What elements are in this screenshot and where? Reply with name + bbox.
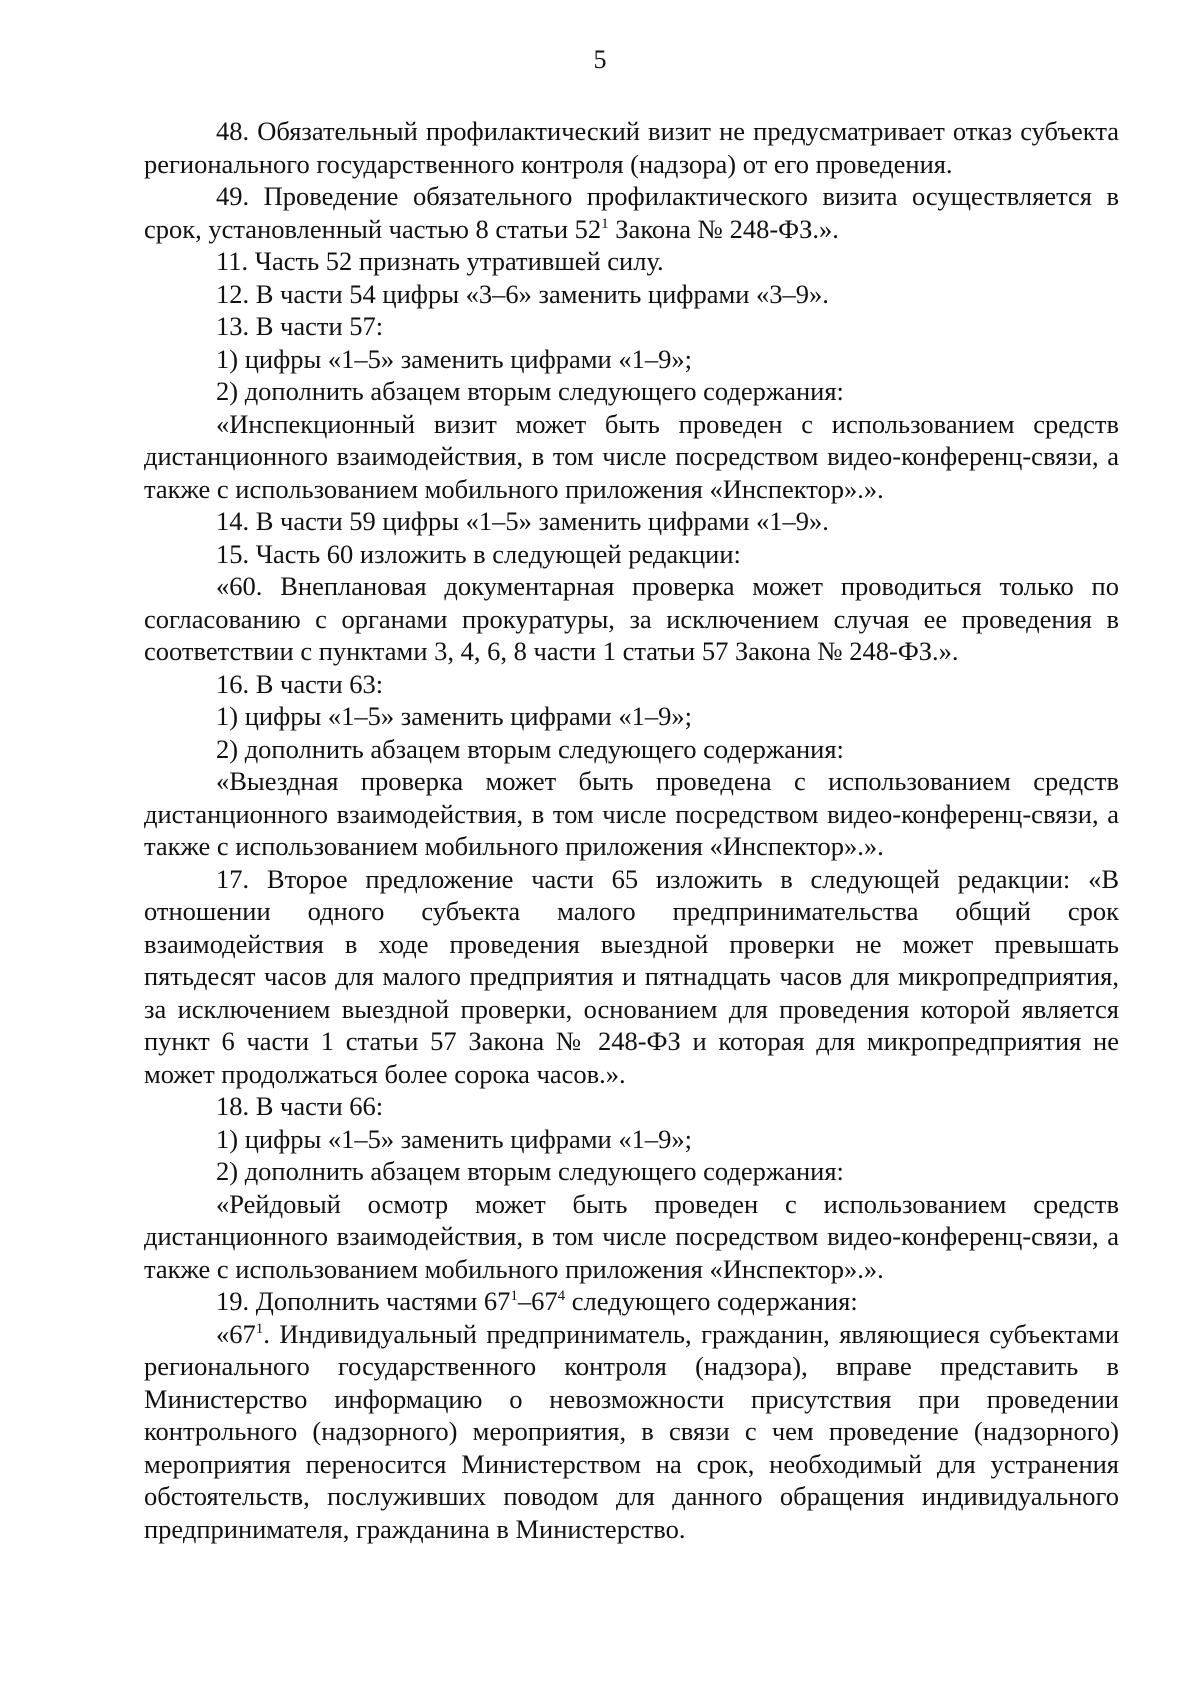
paragraph-12: 12. В части 54 цифры «3–6» заменить цифрами «3–9».	[216, 278, 829, 309]
quote-part-60: «60. Внеплановая документарная проверка может проводиться только по согласованию с органами прокуратуры, за исключением случая ее проведения в соответствии с пунктами 3, 4, 6, 8 части 1 статьи 57 Закона № 248-ФЗ.».	[144, 571, 1119, 666]
paragraph-19	[144, 1285, 1119, 1318]
paragraph-19-mid: –67	[517, 1286, 558, 1316]
paragraph-18: 18. В части 66:	[216, 1091, 384, 1121]
paragraph-18-item-1: 1) цифры «1–5» заменить цифрами «1–9»;	[216, 1123, 692, 1154]
paragraph-18-item-2: 2) дополнить абзацем вторым следующего содержания:	[216, 1156, 844, 1186]
paragraph-49-tail: Закона № 248-ФЗ.».	[608, 213, 839, 244]
page-number: 5	[593, 45, 607, 74]
paragraph-14: 14. В части 59 цифры «1–5» заменить цифрами «1–9».	[216, 506, 829, 536]
paragraph-49	[144, 180, 1119, 245]
superscript: 4	[557, 1288, 566, 1304]
superscript: 1	[601, 215, 609, 232]
paragraph-49-text: 49. Проведение обязательного профилактического визита осуществляется в срок, установленный частью 8 статьи 52	[144, 181, 1119, 244]
paragraph-17: 17. Второе предложение части 65 изложить в следующей редакции: «В отношении одного субъекта малого предпринимательства общий срок взаимодействия в ходе проведения выездной проверки не может превышать пятьдесят часов для малого предприятия и пятнадцать часов для микропредприятия, за исключением выездной проверки, основанием для проведения которой является пункт 6 части 1 статьи 57 Закона № 248-ФЗ и которая для микропредприятия не может продолжаться более сорока часов.».	[144, 863, 1119, 1089]
superscript: 1	[255, 1320, 264, 1337]
paragraph-48: 48. Обязательный профилактический визит не предусматривает отказ субъекта регионального государственного контроля (надзора) от его проведения.	[144, 116, 1119, 179]
superscript: 1	[510, 1288, 518, 1304]
paragraph-13: 13. В части 57:	[216, 311, 384, 341]
paragraph-13-item-1: 1) цифры «1–5» заменить цифрами «1–9»;	[216, 343, 692, 374]
quote-part-67-1	[144, 1318, 1119, 1546]
quote-part-67-1-lead: «67	[216, 1318, 256, 1349]
quote-inspection-visit: «Инспекционный визит может быть проведен с использованием средств дистанционного взаимодействия, в том числе посредством видео-конференц-связи, а также с использованием мобильного приложения «Инспектор».».	[144, 408, 1119, 504]
quote-raid-inspection: «Рейдовый осмотр может быть проведен с использованием средств дистанционного взаимодействия, в том числе посредством видео-конференц-связи, а также с использованием мобильного приложения «Инспектор».».	[144, 1188, 1119, 1284]
quote-part-67-1-text: . Индивидуальный предприниматель, гражданин, являющиеся субъектами регионального государственного контроля (надзора), вправе представить в Министерство информацию о невозможности присутствия при проведении контрольного (надзорного) мероприятия, в связи с чем проведение (надзорного) мероприятия переносится Министерством на срок, необходимый для устранения обстоятельств, послуживших поводом для данного обращения индивидуального предпринимателя, гражданина в Министерство.	[144, 1318, 1119, 1544]
document-body	[144, 115, 1119, 1545]
paragraph-19-tail: следующего содержания:	[565, 1286, 858, 1316]
paragraph-16-item-1: 1) цифры «1–5» заменить цифрами «1–9»;	[216, 701, 692, 731]
paragraph-15: 15. Часть 60 изложить в следующей редакции:	[216, 538, 741, 569]
paragraph-19-lead: 19. Дополнить частями 67	[216, 1286, 511, 1316]
paragraph-16-item-2: 2) дополнить абзацем вторым следующего содержания:	[216, 733, 844, 764]
quote-field-inspection: «Выездная проверка может быть проведена с использованием средств дистанционного взаимодействия, в том числе посредством видео-конференц-связи, а также с использованием мобильного приложения «Инспектор».».	[144, 766, 1119, 861]
paragraph-16: 16. В части 63:	[216, 668, 384, 699]
paragraph-11: 11. Часть 52 признать утратившей силу.	[216, 246, 664, 276]
paragraph-13-item-2: 2) дополнить абзацем вторым следующего содержания:	[216, 376, 844, 406]
